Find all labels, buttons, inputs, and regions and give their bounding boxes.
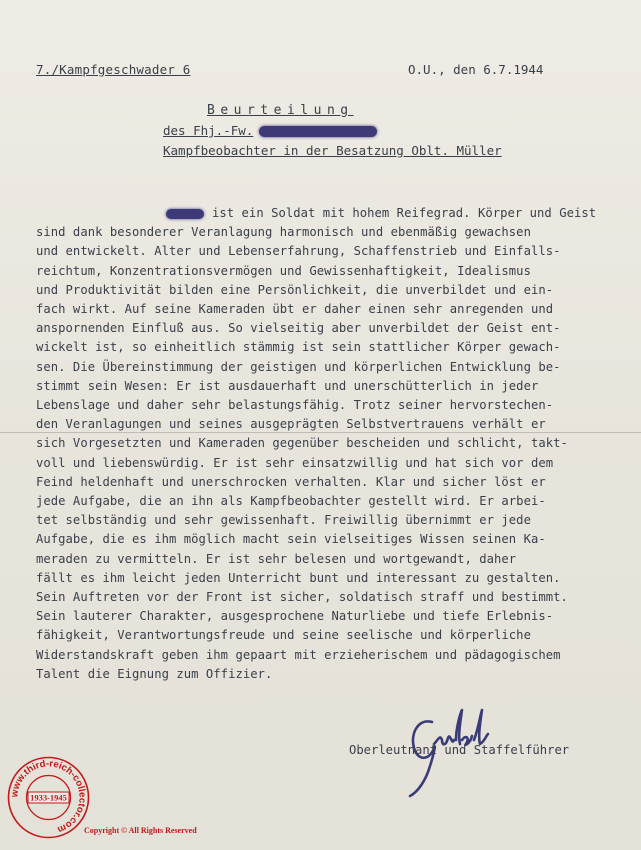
text-line: Widerstandskraft geben ihm gepaart mit erzieherischem und pädagogischem [36, 647, 561, 662]
unit-header [36, 62, 191, 77]
redacted-name [259, 126, 377, 137]
signer-title: Oberleutnant und Staffelführer [349, 743, 570, 757]
place-date: O.U., den 6.7.1944 [408, 62, 544, 77]
text-line: fällt es ihm leicht jeden Unterricht bunt und interessant zu gestalten. [36, 570, 561, 585]
text-line: fähigkeit, Verantwortungsfreude und seine seelische und körperliche [36, 628, 531, 643]
subject-role: Kampfbeobachter in der Besatzung Oblt. Müller [163, 143, 502, 158]
text-line: sich Vorgesetzten und Kameraden gegenüber bescheiden und schlicht, takt- [36, 436, 568, 451]
text-line: Talent die Eignung zum Offizier. [36, 666, 273, 681]
redacted-name-inline [166, 209, 204, 219]
svg-text:www.third-reich-collector.com: www.third-reich-collector.com [9, 758, 88, 835]
text-line: Aufgabe, die es ihm möglich macht sein vielseitiges Wissen seinen Ka- [36, 532, 546, 547]
text-line: jede Aufgabe, die an ihn als Kampfbeobachter gestellt wird. Er arbei- [36, 494, 546, 509]
text-line: sen. Die Übereinstimmung der geistigen und körperlichen Entwicklung be- [36, 359, 561, 374]
svg-text:1933-1945: 1933-1945 [30, 792, 67, 803]
text-line: den Veranlagungen und seines ausgeprägten Selbstvertrauens verhält er [36, 417, 546, 432]
text-line: Sein lauterer Charakter, ausgesprochene Naturliebe und tiefe Erlebnis- [36, 609, 554, 624]
text-line: reichtum, Konzentrationsvermögen und Gewissenhaftigkeit, Idealismus [36, 263, 531, 278]
text-line: stimmt sein Wesen: Er ist ausdauerhaft und unerschütterlich in jeder [36, 378, 539, 393]
text-line: Sein Auftreten vor der Front ist sicher, soldatisch straff und bestimmt. [36, 590, 568, 605]
copyright-notice: Copyright © All Rights Reserved [84, 826, 197, 835]
subject-label: des Fhj.-Fw. [163, 123, 254, 138]
document-title: Beurteilung [207, 103, 354, 118]
text-line: Lebenslage und daher sehr belastungsfähig. Trotz seiner hervorstechen- [36, 398, 554, 413]
text-line: tet selbständig und sehr gewissenhaft. Freiwillig übernimmt er jede [36, 513, 531, 528]
watermark-stamp-icon [6, 755, 91, 840]
text-line: wickelt ist, so einheitlich stämmig ist sein stattlicher Körper gewach- [36, 340, 561, 355]
subject-line [163, 123, 377, 138]
text-line: ist ein Soldat mit hohem Reifegrad. Körper und Geist [36, 204, 626, 223]
text-line: Feind heldenhaft und unerschrocken verhalten. Klar und sicher löst er [36, 474, 546, 489]
text-line: und entwickelt. Alter und Lebenserfahrung, Schaffenstrieb und Einfalls- [36, 244, 561, 259]
text-line: fach wirkt. Auf seine Kameraden übt er daher einen sehr anregenden und [36, 302, 554, 317]
text-line: meraden zu vermitteln. Er ist sehr belesen und wortgewandt, daher [36, 551, 517, 566]
text-line: und Produktivität bilden eine Persönlichkeit, die unverbildet und ein- [36, 282, 554, 297]
unit-name: 7./Kampfgeschwader 6 [36, 62, 191, 77]
text-line: voll und liebenswürdig. Er ist sehr einsatzwillig und hat sich vor dem [36, 455, 554, 470]
text-line: sind dank besonderer Veranlagung harmonisch und ebenmäßig gewachsen [36, 225, 531, 240]
text-line: anspornenden Einfluß aus. So vielseitig aber unverbildet der Geist ent- [36, 321, 561, 336]
evaluation-text [36, 204, 626, 684]
